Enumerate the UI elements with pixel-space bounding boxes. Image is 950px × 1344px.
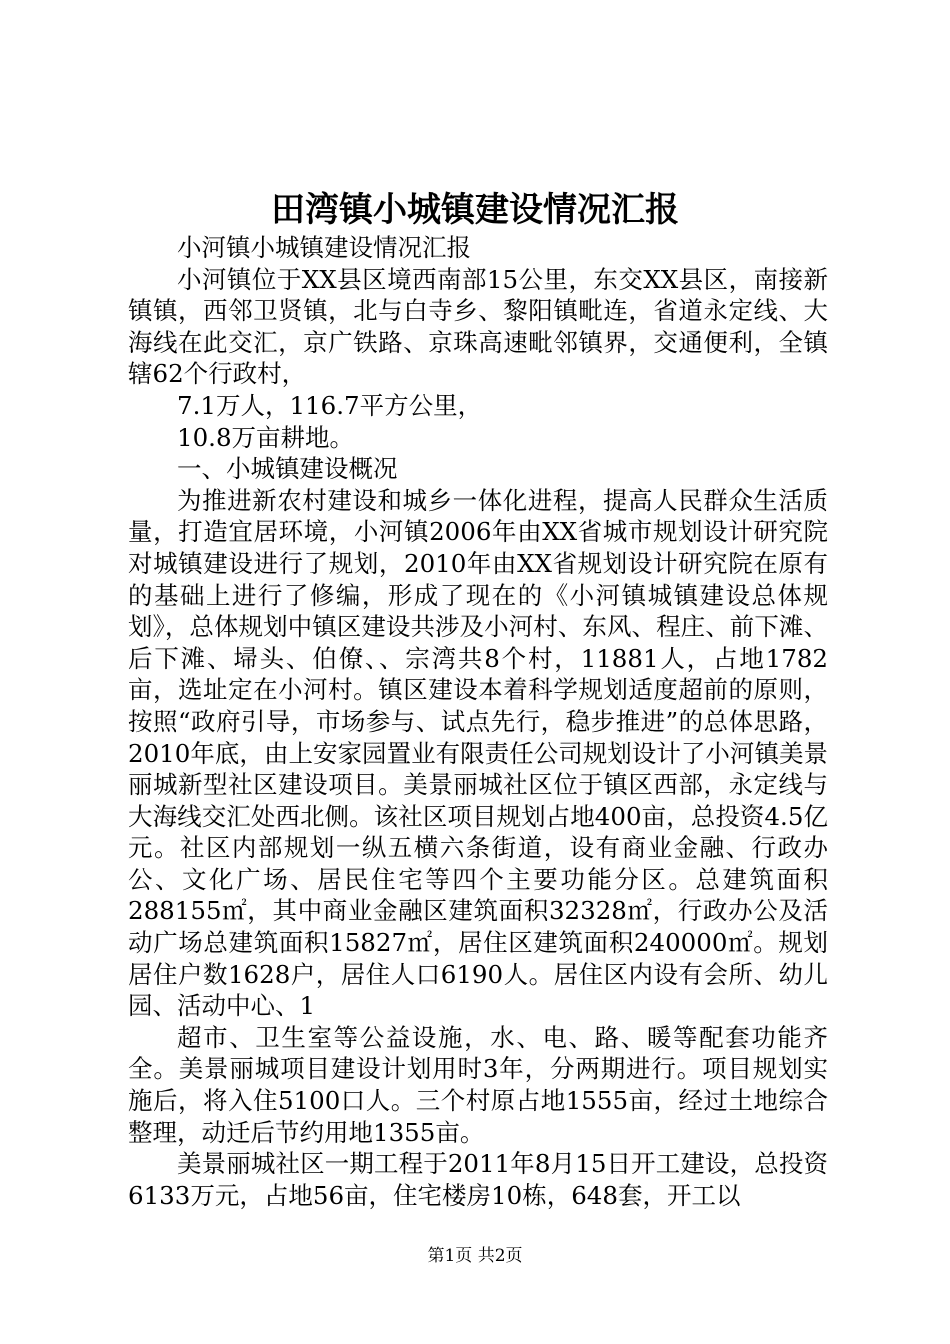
paragraph: 为推进新农村建设和城乡一体化进程，提高人民群众生活质量，打造宜居环境，小河镇2006年由XX省城市规划设计研究院对城镇建设进行了规划，2010年由XX省规划设计研究院在原有的基础上进行了修编，形成了现在的《小河镇城镇建设总体规划》，总体规划中镇区建设共涉及小河村、东风、程庄、前下滩、后下滩、埽头、伯僚、、宗湾共8个村，11881人，占地1782亩，选址定在小河村。镇区建设本着科学规划适度超前的原则，按照“政府引导，市场参与、试点先行，稳步推进”的总体思路，2010年底，由上安家园置业有限责任公司规划设计了小河镇美景丽城新型社区建设项目。美景丽城社区位于镇区西部，永定线与大海线交汇处西北侧。该社区项目规划占地400亩，总投资4.5亿元。社区内部规划一纵五横六条街道，设有商业金融、行政办公、文化广场、居民住宅等四个主要功能分区。总建筑面积288155㎡，其中商业金融区建筑面积32328㎡，行政办公及活动广场总建筑面积15827㎡，居住区建筑面积240000㎡。规划居住户数1628户，居住人口6190人。居住区内设有会所、幼儿园、活动中心、1 (128, 485, 828, 1021)
page-footer: 第1页 共2页 (427, 1246, 523, 1266)
section-heading: 一、小城镇建设概况 (177, 454, 398, 484)
document-title: 田湾镇小城镇建设情况汇报 (271, 190, 679, 230)
paragraph: 10.8万亩耕地。 (177, 422, 355, 452)
paragraph: 美景丽城社区一期工程于2011年8月15日开工建设，总投资6133万元，占地56亩，住宅楼房10栋，648套，开工以 (128, 1149, 828, 1210)
paragraph: 小河镇位于XX县区境西南部15公里，东交XX县区，南接新镇镇，西邻卫贤镇，北与白寺乡、黎阳镇毗连，省道永定线、大海线在此交汇，京广铁路、京珠高速毗邻镇界，交通便利，全镇辖62个行政村， (128, 264, 828, 389)
paragraph: 超市、卫生室等公益设施，水、电、路、暖等配套功能齐全。美景丽城项目建设计划用时3年，分两期进行。项目规划实施后，将入住5100口人。三个村原占地1555亩，经过土地综合整理，动迁后节约用地1355亩。 (128, 1022, 828, 1147)
document-body (128, 232, 828, 1211)
paragraph: 7.1万人，116.7平方公里， (177, 390, 483, 420)
paragraph: 小河镇小城镇建设情况汇报 (177, 233, 471, 262)
